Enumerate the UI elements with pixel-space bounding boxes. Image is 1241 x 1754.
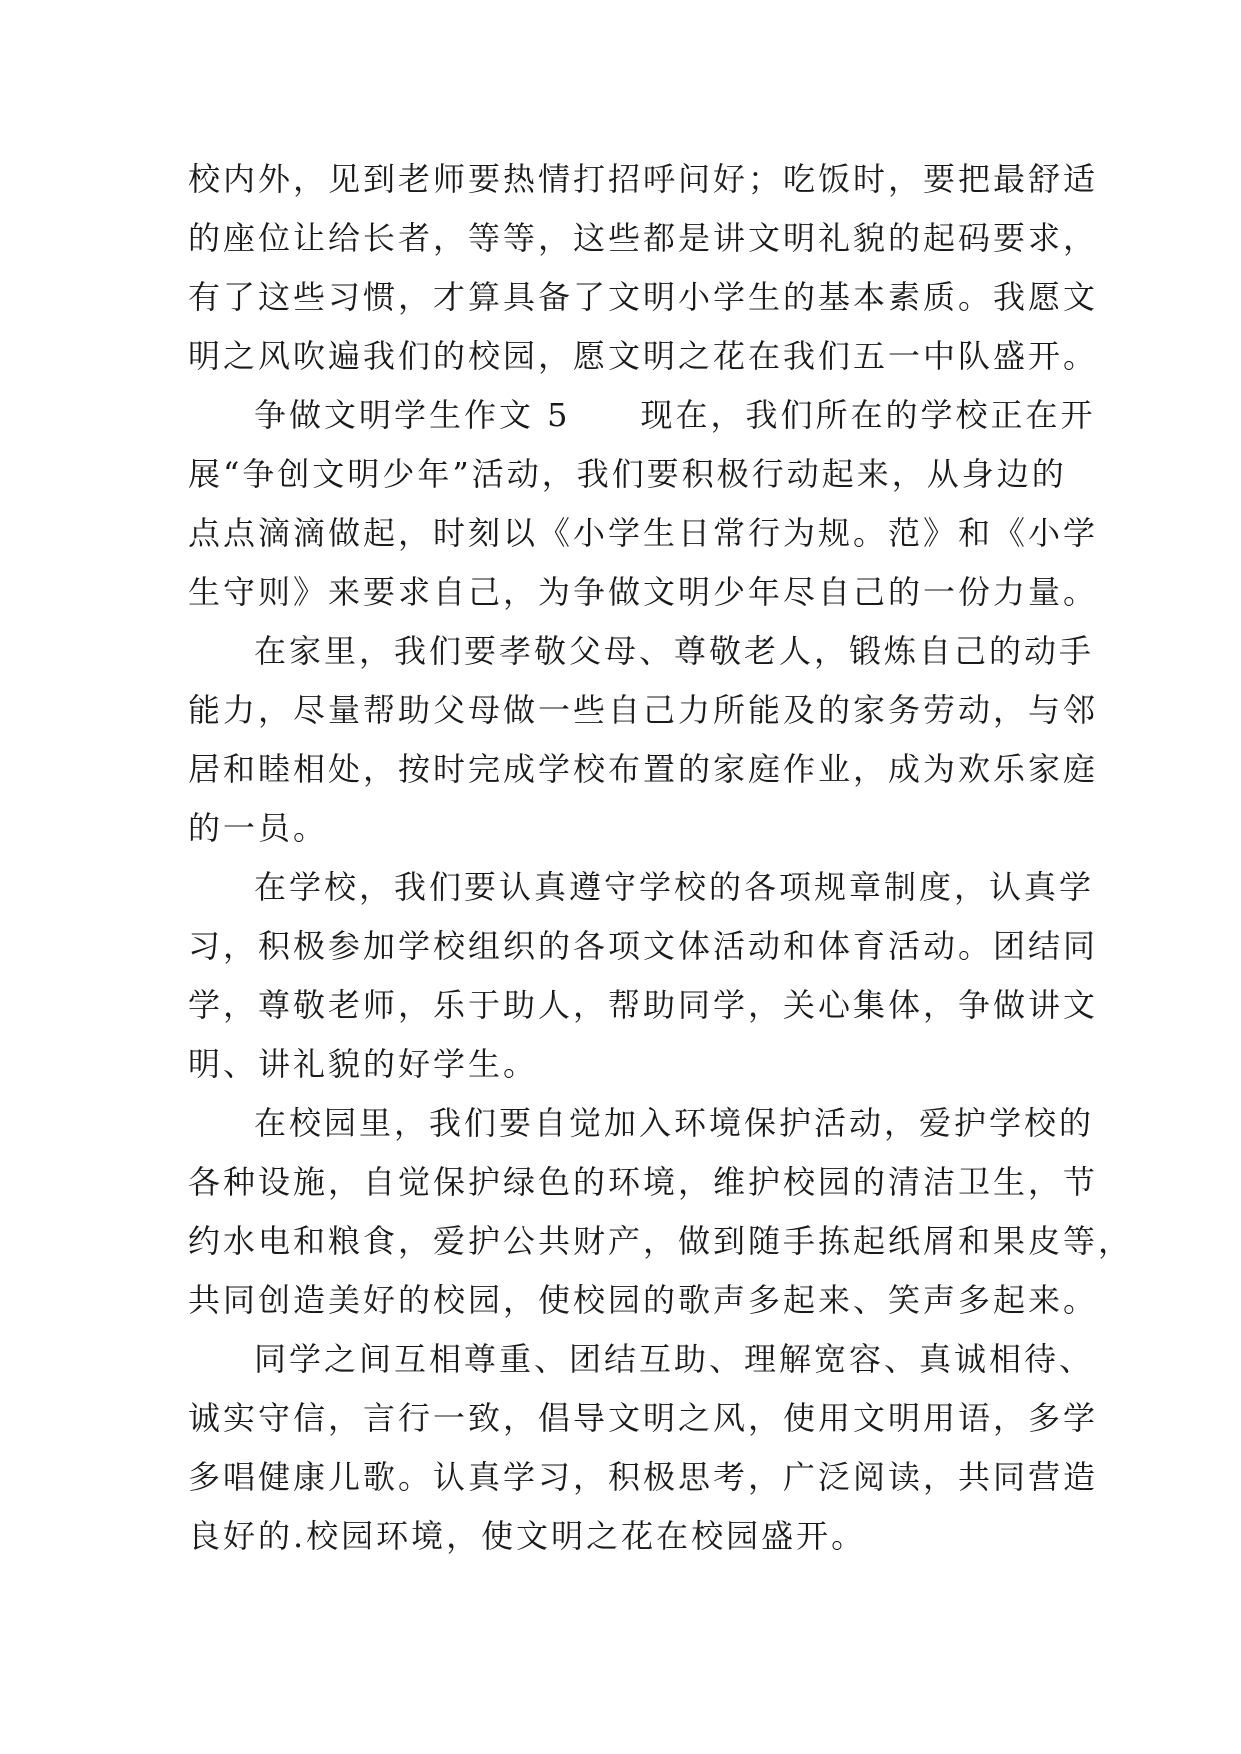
text-line: 的一员。: [188, 809, 329, 847]
text-line: 生守则》来要求自己，为争做文明少年尽自己的一份力量。: [188, 573, 1099, 611]
text-line: 多唱健康儿歌。认真学习，积极思考，广泛阅读，共同营造: [188, 1458, 1099, 1496]
text-line: 校内外，见到老师要热情打招呼问好；吃饭时，要把最舒适: [188, 160, 1099, 198]
text-line: 学，尊敬老师，乐于助人，帮助同学，关心集体，争做讲文: [188, 986, 1099, 1024]
text-line: 在家里，我们要孝敬父母、尊敬老人，锻炼自己的动手: [254, 632, 1095, 670]
text-line: 良好的.校园环境，使文明之花在校园盛开。: [188, 1517, 867, 1555]
text-line: 诚实守信，言行一致，倡导文明之风，使用文明用语，多学: [188, 1399, 1099, 1437]
text-line: 能力，尽量帮助父母做一些自己力所能及的家务劳动，与邻: [188, 691, 1099, 729]
text-line: 点点滴滴做起，时刻以《小学生日常行为规。范》和《小学: [188, 514, 1099, 552]
text-line: 居和睦相处，按时完成学校布置的家庭作业，成为欢乐家庭: [188, 750, 1099, 788]
text-line: 明、讲礼貌的好学生。: [188, 1045, 539, 1083]
body-text: [188, 150, 1134, 1566]
text-line: 争做文明学生作文 5 现在，我们所在的学校正在开: [254, 396, 1096, 434]
text-line: 各种设施，自觉保护绿色的环境，维护校园的清洁卫生，节: [188, 1163, 1099, 1201]
text-line: 在校园里，我们要自觉加入环境保护活动，爱护学校的: [254, 1104, 1095, 1142]
text-line: 习，积极参加学校组织的各项文体活动和体育活动。团结同: [188, 927, 1099, 965]
text-line: 约水电和粮食，爱护公共财产，做到随手拣起纸屑和果皮等，: [188, 1222, 1134, 1260]
text-line: 同学之间互相尊重、团结互助、理解宽容、真诚相待、: [254, 1340, 1095, 1378]
text-line: 在学校，我们要认真遵守学校的各项规章制度，认真学: [254, 868, 1095, 906]
text-line: 有了这些习惯，才算具备了文明小学生的基本素质。我愿文: [188, 278, 1099, 316]
text-line: 共同创造美好的校园，使校园的歌声多起来、笑声多起来。: [188, 1281, 1099, 1319]
text-line: 明之风吹遍我们的校园，愿文明之花在我们五一中队盛开。: [188, 337, 1099, 375]
text-line: 展“争创文明少年”活动，我们要积极行动起来，从身边的: [188, 455, 1067, 493]
text-line: 的座位让给长者，等等，这些都是讲文明礼貌的起码要求，: [188, 219, 1099, 257]
